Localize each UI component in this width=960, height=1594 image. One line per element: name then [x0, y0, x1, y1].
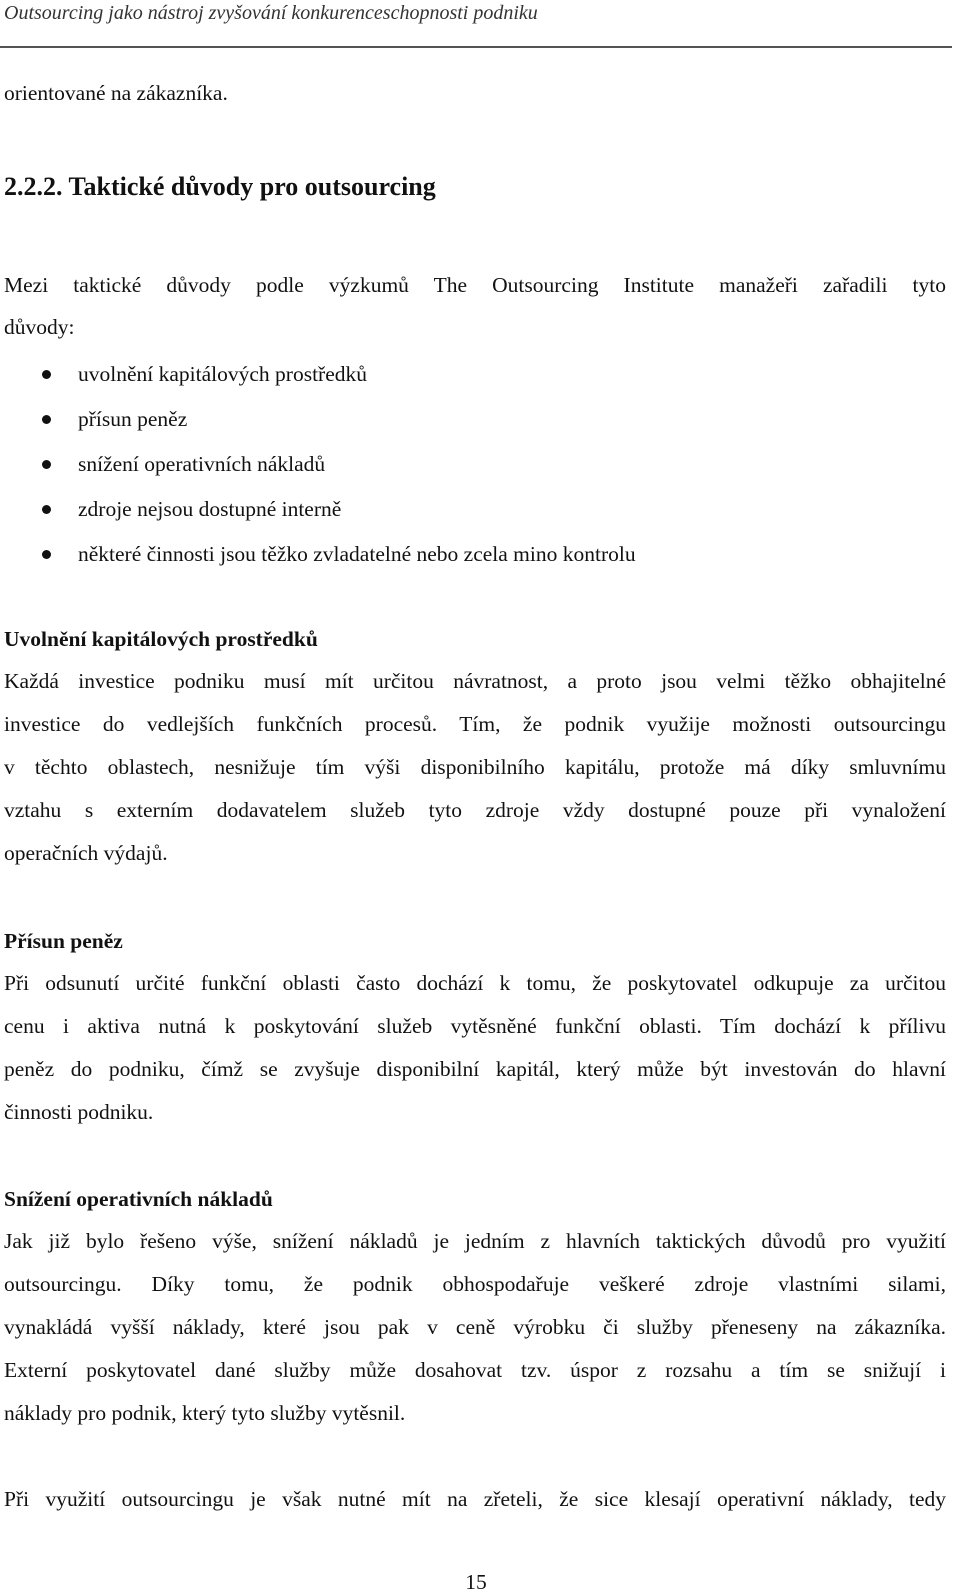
list-item-text: přísun peněz: [78, 407, 188, 431]
subsection-capital-line-3: v těchto oblastech, nesnižuje tím výši disponibilního kapitálu, protože má díky smluvnímu: [4, 755, 946, 779]
list-item-text: zdroje nejsou dostupné interně: [78, 497, 342, 521]
subsection-cash-line-2: cenu i aktiva nutná k poskytování služeb vytěsněné funkční oblasti. Tím dochází k přílivu: [4, 1014, 946, 1038]
subsection-cash-line-1: Při odsunutí určité funkční oblasti často dochází k tomu, že poskytovatel odkupuje za určitou: [4, 971, 946, 995]
list-item: [0, 352, 940, 397]
list-item: [0, 532, 940, 577]
list-item-text: některé činnosti jsou těžko zvladatelné nebo zcela mino kontrolu: [78, 542, 636, 566]
subsection-title-cost-reduction: Snížení operativních nákladů: [4, 1187, 273, 1211]
subsection-cash-line-3: peněz do podniku, čímž se zvyšuje disponibilní kapitál, který může být investován do hlavní: [4, 1057, 946, 1081]
subsection-cost-line-1: Jak již bylo řešeno výše, snížení nákladů je jedním z hlavních taktických důvodů pro využití: [4, 1229, 946, 1253]
section-intro-line-2: důvody:: [4, 315, 75, 339]
intro-tail-text: orientované na zákazníka.: [4, 81, 228, 105]
subsection-title-cash-inflow: Přísun peněz: [4, 929, 123, 953]
subsection-capital-line-4: vztahu s externím dodavatelem služeb tyto zdroje vždy dostupné pouze při vynaložení: [4, 798, 946, 822]
list-item-text: uvolnění kapitálových prostředků: [78, 362, 367, 386]
subsection-cost-line-5: náklady pro podnik, který tyto služby vytěsnil.: [4, 1401, 406, 1425]
section-heading: 2.2.2. Taktické důvody pro outsourcing: [4, 172, 436, 201]
running-header: Outsourcing jako nástroj zvyšování konkurenceschopnosti podniku: [4, 2, 538, 24]
header-rule: [0, 46, 952, 48]
section-intro-line-1: Mezi taktické důvody podle výzkumů The Outsourcing Institute manažeři zařadili tyto: [4, 273, 946, 297]
closing-line: Při využití outsourcingu je však nutné mít na zřeteli, že sice klesají operativní náklady, tedy: [4, 1487, 946, 1511]
subsection-cost-line-2: outsourcingu. Díky tomu, že podnik obhospodařuje veškeré zdroje vlastními silami,: [4, 1272, 946, 1296]
tactical-reasons-list: [0, 352, 940, 577]
bullet-dot-icon: [42, 550, 51, 559]
page-number: 15: [465, 1570, 487, 1594]
bullet-dot-icon: [42, 505, 51, 514]
subsection-cost-line-4: Externí poskytovatel dané služby může dosahovat tzv. úspor z rozsahu a tím se snižují i: [4, 1358, 946, 1382]
subsection-capital-line-2: investice do vedlejších funkčních procesů. Tím, že podnik využije možnosti outsourcingu: [4, 712, 946, 736]
list-item: [0, 487, 940, 532]
bullet-dot-icon: [42, 415, 51, 424]
list-item-text: snížení operativních nákladů: [78, 452, 326, 476]
subsection-cost-line-3: vynakládá vyšší náklady, které jsou pak v ceně výrobku či služby přeneseny na zákazníka.: [4, 1315, 946, 1339]
bullet-dot-icon: [42, 370, 51, 379]
list-item: [0, 397, 940, 442]
subsection-capital-line-1: Každá investice podniku musí mít určitou návratnost, a proto jsou velmi těžko obhajitelné: [4, 669, 946, 693]
bullet-dot-icon: [42, 460, 51, 469]
subsection-title-capital: Uvolnění kapitálových prostředků: [4, 627, 318, 651]
subsection-cash-line-4: činnosti podniku.: [4, 1100, 154, 1124]
list-item: [0, 442, 940, 487]
subsection-capital-line-5: operačních výdajů.: [4, 841, 168, 865]
